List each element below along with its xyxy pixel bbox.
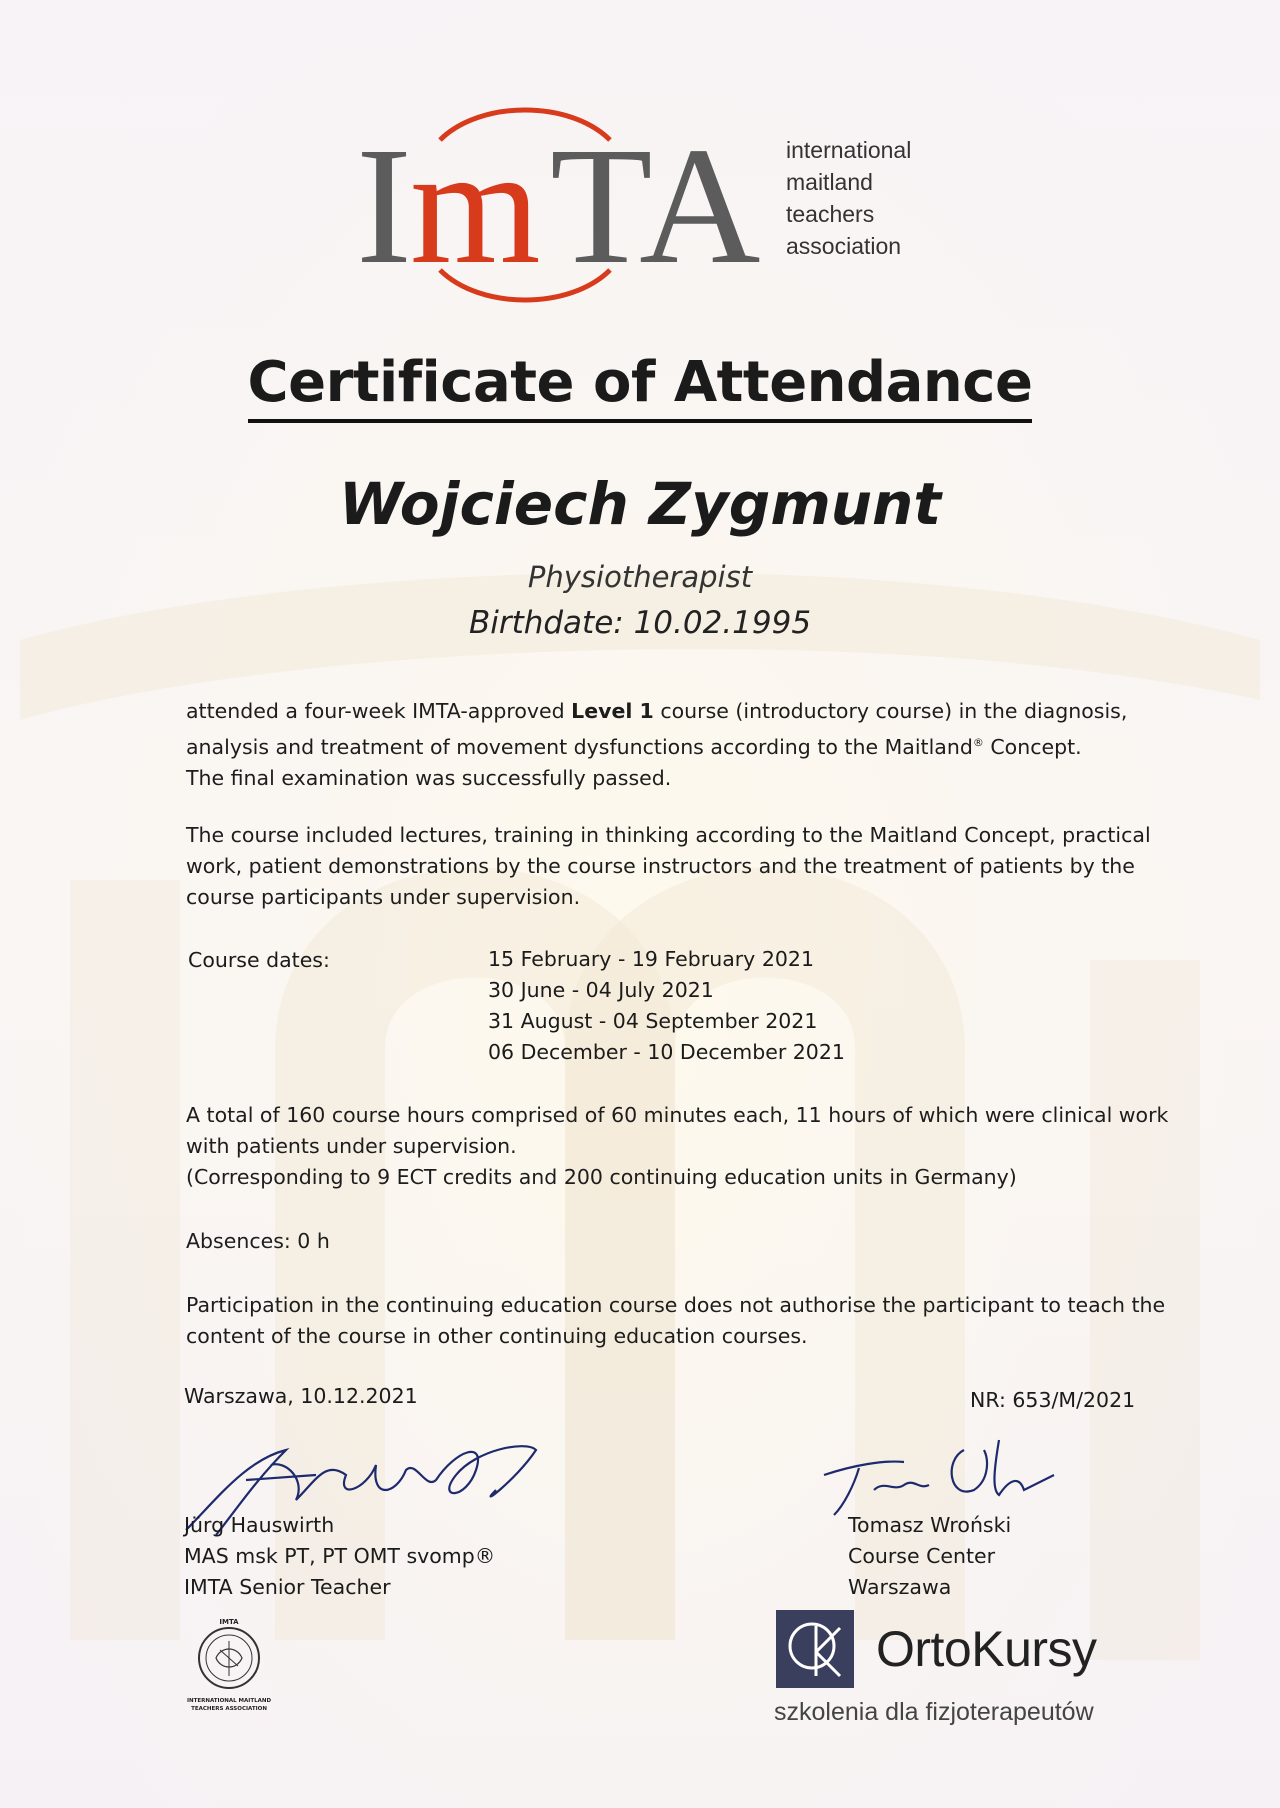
left-signatory-name: Jürg Hauswirth [184, 1513, 335, 1537]
right-signatory [848, 1510, 1011, 1603]
logo-line-4: association [786, 233, 902, 259]
registered-mark: ® [972, 736, 984, 749]
svg-text:m: m [410, 113, 541, 299]
logo-line-3: teachers [786, 201, 875, 227]
course-description-part-1: attended a four-week IMTA-approved [186, 699, 572, 723]
course-content-paragraph: The course included lectures, training in thinking according to the Maitland Concept, practical work, patient demonstrations by the course instructors and the treatment of patients by the course participants under supervision. [186, 823, 1151, 909]
certificate-number: NR: 653/M/2021 [970, 1388, 1136, 1412]
svg-text:TA: TA [550, 113, 761, 299]
issue-place-date: Warszawa, 10.12.2021 [184, 1384, 418, 1408]
recipient-profession: Physiotherapist [527, 560, 753, 594]
course-date-item: 06 December - 10 December 2021 [488, 1040, 845, 1064]
right-signatory-org: Course Center [848, 1544, 996, 1568]
course-date-item: 30 June - 04 July 2021 [488, 978, 714, 1002]
credits-text: (Corresponding to 9 ECT credits and 200 continuing education units in Germany) [186, 1165, 1017, 1189]
course-level: Level 1 [571, 699, 654, 723]
imta-logo-text [786, 134, 911, 262]
ortokursy-tagline: szkolenia dla fizjoterapeutów [774, 1698, 1094, 1726]
course-date-item: 15 February - 19 February 2021 [488, 947, 814, 971]
recipient-name: Wojciech Zygmunt [338, 470, 942, 538]
course-hours-paragraph [186, 1100, 1186, 1193]
left-signatory [184, 1510, 495, 1603]
left-signatory-role: IMTA Senior Teacher [184, 1575, 391, 1599]
seal-acronym: IMTA [219, 1618, 239, 1626]
right-signatory-name: Tomasz Wroński [848, 1513, 1012, 1537]
course-hours-text: A total of 160 course hours comprised of 60 minutes each, 11 hours of which were clinical work with patients under supervision. [186, 1103, 1169, 1158]
ortokursy-brand-name: OrtoKursy [876, 1621, 1097, 1677]
course-dates-label: Course dates: [188, 948, 330, 972]
right-signatory-city: Warszawa [848, 1575, 952, 1599]
seal-line-2: TEACHERS ASSOCIATION [191, 1706, 267, 1712]
ortokursy-logo-icon [776, 1610, 854, 1688]
left-signatory-credentials: MAS msk PT, PT OMT svomp® [184, 1544, 496, 1568]
course-description-part-2: course (introductory course) in the diagnosis, analysis and treatment of movement dysfunctions according to the Maitland [186, 699, 1128, 759]
course-dates-list [488, 944, 845, 1068]
seal-line-1: INTERNATIONAL MAITLAND [186, 1698, 272, 1704]
course-description [186, 696, 1186, 794]
certificate-title [0, 350, 1280, 415]
absences-text: Absences: 0 h [186, 1229, 330, 1253]
exam-result: The final examination was successfully passed. [186, 765, 672, 790]
imta-seal-icon [186, 1616, 272, 1716]
course-description-part-3: Concept. [983, 734, 1082, 759]
logo-line-2: maitland [786, 169, 873, 195]
logo-line-1: international [786, 137, 912, 163]
svg-text:I: I [356, 113, 412, 299]
imta-logo [356, 100, 790, 310]
course-date-item: 31 August - 04 September 2021 [488, 1009, 818, 1033]
disclaimer-paragraph: Participation in the continuing education course does not authorise the participant to teach the content of the course in other continuing education courses. [186, 1293, 1166, 1348]
certificate-title-text: Certificate of Attendance [248, 350, 1033, 423]
right-signature-icon [814, 1430, 1074, 1520]
recipient-birthdate: Birthdate: 10.02.1995 [468, 605, 812, 641]
